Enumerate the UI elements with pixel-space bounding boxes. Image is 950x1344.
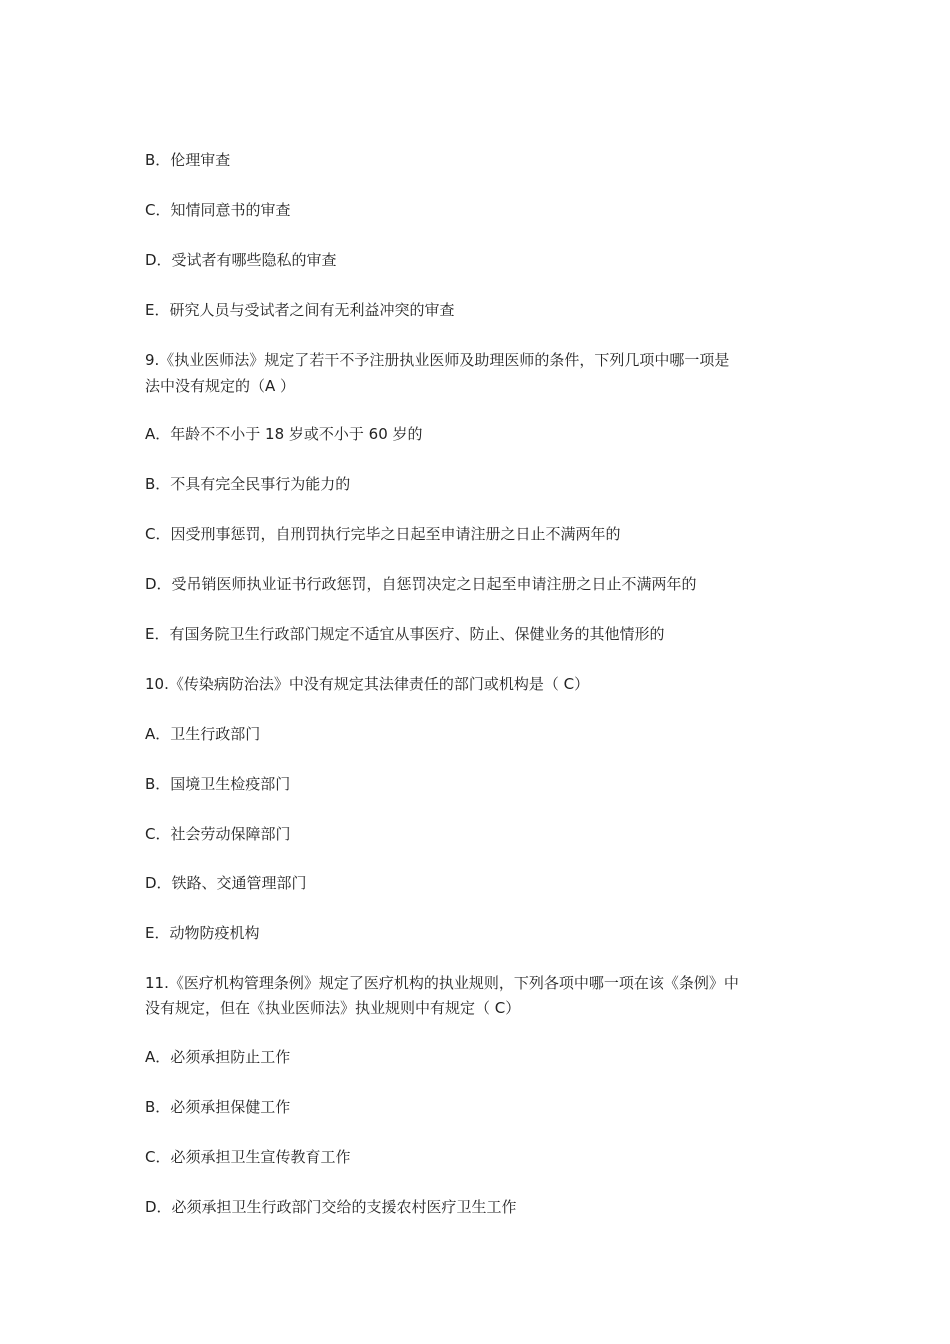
option-c-consent-review: C．知情同意书的审查 (145, 201, 291, 219)
question-11-line-1: 11.《医疗机构管理条例》规定了医疗机构的执业规则，下列各项中哪一项在该《条例》中 (145, 974, 739, 992)
question-10-option-c: C．社会劳动保障部门 (145, 825, 291, 843)
option-b-ethics-review: B．伦理审查 (145, 151, 231, 169)
option-e-conflict-review: E．研究人员与受试者之间有无利益冲突的审查 (145, 301, 455, 319)
question-10-option-b: B．国境卫生检疫部门 (145, 775, 291, 793)
question-9-option-a: A．年龄不不小于 18 岁或不小于 60 岁的 (145, 425, 423, 443)
question-10-option-e: E．动物防疫机构 (145, 924, 260, 942)
question-9-option-d: D．受吊销医师执业证书行政惩罚，自惩罚决定之日起至申请注册之日止不满两年的 (145, 575, 697, 593)
question-9-option-e: E．有国务院卫生行政部门规定不适宜从事医疗、防止、保健业务的其他情形的 (145, 625, 665, 643)
question-9-line-2: 法中没有规定的（A ） (145, 377, 296, 395)
question-10: 10.《传染病防治法》中没有规定其法律责任的部门或机构是（ C） (145, 675, 590, 693)
question-11-line-2: 没有规定，但在《执业医师法》执业规则中有规定（ C） (145, 999, 521, 1017)
question-10-option-d: D．铁路、交通管理部门 (145, 874, 307, 892)
question-11-option-a: A．必须承担防止工作 (145, 1048, 291, 1066)
question-9-line-1: 9.《执业医师法》规定了若干不予注册执业医师及助理医师的条件，下列几项中哪一项是 (145, 351, 730, 369)
question-11-option-b: B．必须承担保健工作 (145, 1098, 291, 1116)
question-10-option-a: A．卫生行政部门 (145, 725, 261, 743)
question-11-option-d: D．必须承担卫生行政部门交给的支援农村医疗卫生工作 (145, 1198, 517, 1216)
question-9-option-b: B．不具有完全民事行为能力的 (145, 475, 351, 493)
question-9-option-c: C．因受刑事惩罚，自刑罚执行完毕之日起至申请注册之日止不满两年的 (145, 525, 621, 543)
question-11-option-c: C．必须承担卫生宣传教育工作 (145, 1148, 351, 1166)
option-d-privacy-review: D．受试者有哪些隐私的审查 (145, 251, 337, 269)
